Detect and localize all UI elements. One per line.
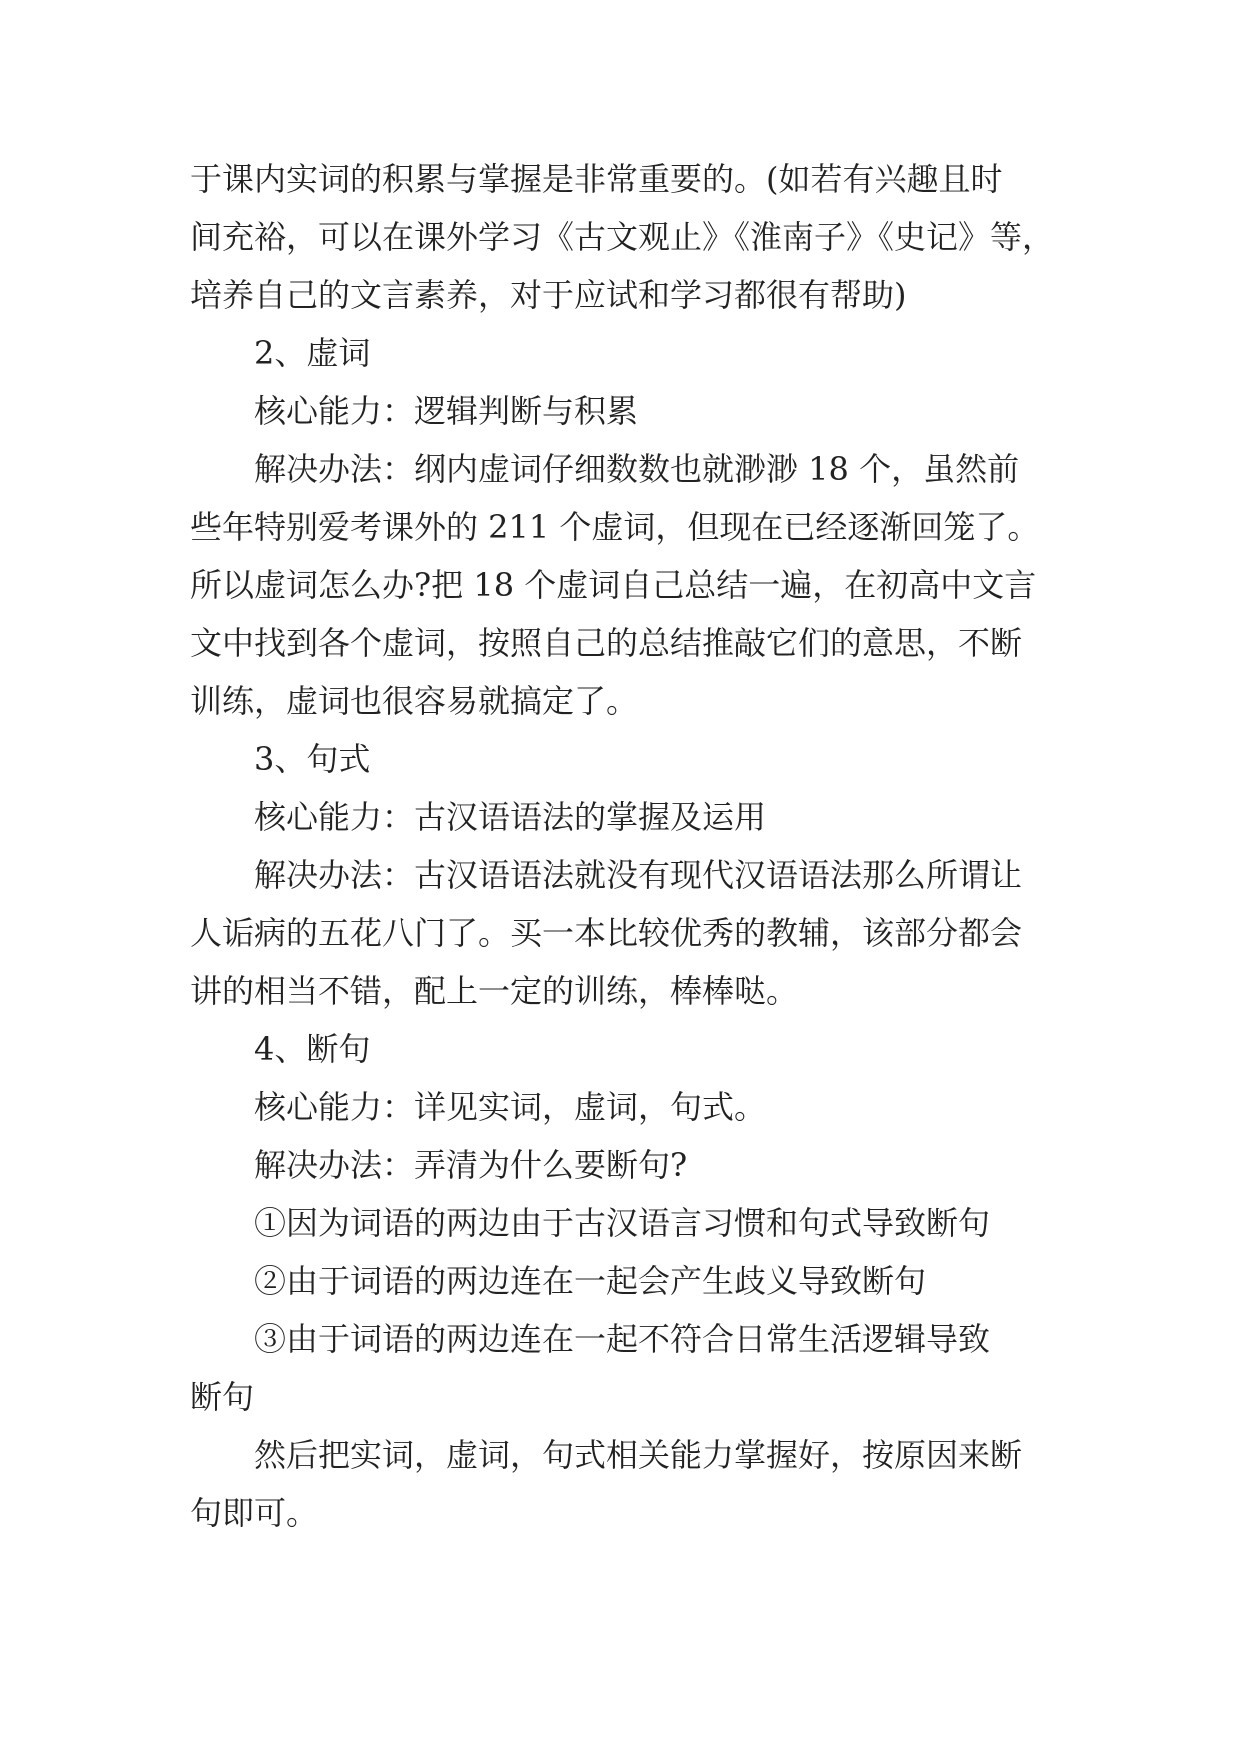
text-line: 断句: [190, 1378, 255, 1416]
text-line: 讲的相当不错，配上一定的训练，棒棒哒。: [190, 972, 799, 1010]
text-line: 解决办法：纲内虚词仔细数数也就渺渺 18 个，虽然前: [254, 450, 1020, 488]
text-line: 间充裕，可以在课外学习《古文观止》《淮南子》《史记》等，: [190, 218, 1055, 256]
text-line: 培养自己的文言素养，对于应试和学习都很有帮助): [190, 276, 907, 314]
text-line: 于课内实词的积累与掌握是非常重要的。(如若有兴趣且时: [190, 160, 1003, 198]
text-line: 所以虚词怎么办?把 18 个虚词自己总结一遍，在初高中文言: [190, 566, 1037, 604]
text-line: 训练，虚词也很容易就搞定了。: [190, 682, 639, 720]
text-line: 解决办法：古汉语语法就没有现代汉语语法那么所谓让: [254, 856, 1023, 894]
text-line: 核心能力：古汉语语法的掌握及运用: [254, 798, 767, 836]
text-line: 核心能力：详见实词，虚词，句式。: [254, 1088, 767, 1126]
text-line: 些年特别爱考课外的 211 个虚词，但现在已经逐渐回笼了。: [190, 508, 1040, 546]
section-heading-duanju: 4、断句: [254, 1030, 371, 1068]
text-line: 解决办法：弄清为什么要断句?: [254, 1146, 688, 1184]
section-heading-jushi: 3、句式: [254, 740, 371, 778]
text-line: 句即可。: [190, 1494, 319, 1532]
list-item: ③由于词语的两边连在一起不符合日常生活逻辑导致: [254, 1320, 991, 1358]
section-heading-xuci: 2、虚词: [254, 334, 371, 372]
list-item: ②由于词语的两边连在一起会产生歧义导致断句: [254, 1262, 927, 1300]
text-line: 文中找到各个虚词，按照自己的总结推敲它们的意思，不断: [190, 624, 1023, 662]
list-item: ①因为词语的两边由于古汉语言习惯和句式导致断句: [254, 1204, 991, 1242]
text-line: 人诟病的五花八门了。买一本比较优秀的教辅，该部分都会: [190, 914, 1023, 952]
document-page: [190, 150, 1070, 1542]
text-line: 核心能力：逻辑判断与积累: [254, 392, 639, 430]
text-line: 然后把实词，虚词，句式相关能力掌握好，按原因来断: [254, 1436, 1023, 1474]
